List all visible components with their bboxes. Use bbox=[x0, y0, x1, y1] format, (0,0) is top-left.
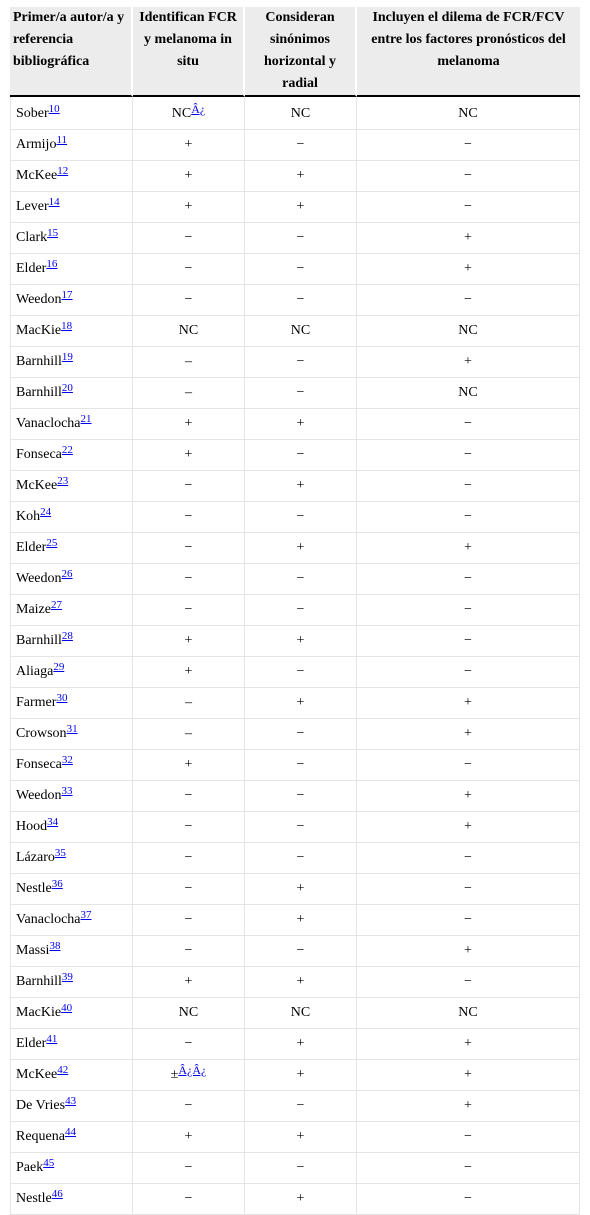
identify-fcr-value: − bbox=[184, 881, 193, 896]
synonyms-cell: + bbox=[245, 626, 357, 657]
table-row bbox=[10, 1029, 580, 1060]
synonyms-cell: − bbox=[245, 254, 357, 285]
prognostic-dilemma-cell: NC bbox=[357, 97, 580, 130]
table-row bbox=[10, 1184, 580, 1215]
reference-link[interactable]: 11 bbox=[56, 134, 68, 146]
identify-fcr-cell bbox=[133, 750, 245, 781]
author-cell bbox=[10, 409, 133, 440]
synonyms-cell: + bbox=[245, 967, 357, 998]
reference-link[interactable]: 19 bbox=[61, 351, 73, 363]
reference-link[interactable]: 28 bbox=[61, 630, 73, 642]
identify-fcr-cell bbox=[133, 130, 245, 161]
synonyms-cell: + bbox=[245, 192, 357, 223]
identify-fcr-value: + bbox=[184, 974, 193, 989]
identify-fcr-cell bbox=[133, 285, 245, 316]
identify-fcr-value: − bbox=[184, 230, 193, 245]
table-row bbox=[10, 812, 580, 843]
synonyms-cell: NC bbox=[245, 316, 357, 347]
reference-link[interactable]: 43 bbox=[65, 1095, 77, 1107]
prognostic-dilemma-cell: − bbox=[357, 657, 580, 688]
reference-link[interactable]: 16 bbox=[46, 258, 58, 270]
author-name: Hood bbox=[16, 819, 48, 834]
author-cell bbox=[10, 285, 133, 316]
identify-fcr-value: + bbox=[184, 168, 193, 183]
reference-link[interactable]: 24 bbox=[40, 506, 52, 518]
prognostic-dilemma-cell: − bbox=[357, 564, 580, 595]
author-cell bbox=[10, 564, 133, 595]
reference-link[interactable]: 10 bbox=[48, 103, 60, 115]
synonyms-cell: + bbox=[245, 161, 357, 192]
author-cell bbox=[10, 192, 133, 223]
prognostic-dilemma-cell: + bbox=[357, 254, 580, 285]
reference-link[interactable]: 17 bbox=[61, 289, 73, 301]
author-name: Fonseca bbox=[16, 447, 62, 462]
prognostic-dilemma-cell: − bbox=[357, 967, 580, 998]
author-name: Lázaro bbox=[16, 850, 55, 865]
author-cell bbox=[10, 223, 133, 254]
author-cell bbox=[10, 998, 133, 1029]
author-cell bbox=[10, 936, 133, 967]
table-row bbox=[10, 719, 580, 750]
author-cell bbox=[10, 440, 133, 471]
synonyms-cell: + bbox=[245, 471, 357, 502]
table-row bbox=[10, 595, 580, 626]
table-body bbox=[10, 97, 580, 1215]
table-header bbox=[10, 7, 580, 97]
identify-fcr-cell bbox=[133, 657, 245, 688]
synonyms-cell: − bbox=[245, 223, 357, 254]
reference-link[interactable]: 30 bbox=[56, 692, 68, 704]
header-prognostic-dilemma: Incluyen el dilema de FCR/FCV entre los factores pronósticos del melanoma bbox=[357, 7, 580, 97]
synonyms-cell: + bbox=[245, 905, 357, 936]
reference-link[interactable]: 34 bbox=[47, 816, 59, 828]
author-cell bbox=[10, 657, 133, 688]
author-name: Paek bbox=[16, 1160, 44, 1175]
author-name: Crowson bbox=[16, 726, 67, 741]
identify-fcr-value: NC bbox=[171, 106, 192, 121]
table-row bbox=[10, 223, 580, 254]
prognostic-dilemma-cell: − bbox=[357, 750, 580, 781]
author-name: Sober bbox=[16, 106, 49, 121]
reference-link[interactable]: 36 bbox=[51, 878, 63, 890]
table-row bbox=[10, 1122, 580, 1153]
prognostic-dilemma-cell: − bbox=[357, 130, 580, 161]
identify-fcr-cell bbox=[133, 502, 245, 533]
author-name: Barnhill bbox=[16, 385, 62, 400]
prognostic-dilemma-cell: + bbox=[357, 533, 580, 564]
identify-fcr-cell bbox=[133, 564, 245, 595]
synonyms-cell: − bbox=[245, 347, 357, 378]
header-identify-fcr: Identifican FCR y melanoma in situ bbox=[133, 7, 245, 97]
table-row bbox=[10, 750, 580, 781]
reference-link[interactable]: 45 bbox=[43, 1157, 55, 1169]
synonyms-cell: + bbox=[245, 533, 357, 564]
author-name: Fonseca bbox=[16, 757, 62, 772]
prognostic-dilemma-cell: + bbox=[357, 223, 580, 254]
header-author: Primer/a autor/a y referencia bibliográfica bbox=[10, 7, 133, 97]
prognostic-dilemma-cell: NC bbox=[357, 378, 580, 409]
synonyms-cell: + bbox=[245, 1184, 357, 1215]
identify-fcr-cell bbox=[133, 781, 245, 812]
author-cell bbox=[10, 595, 133, 626]
table-row bbox=[10, 409, 580, 440]
reference-link[interactable]: 14 bbox=[48, 196, 60, 208]
identify-fcr-cell bbox=[133, 192, 245, 223]
table-row bbox=[10, 936, 580, 967]
reference-link[interactable]: 22 bbox=[61, 444, 73, 456]
author-name: Clark bbox=[16, 230, 48, 245]
table-row bbox=[10, 254, 580, 285]
prognostic-dilemma-cell: − bbox=[357, 192, 580, 223]
synonyms-cell: + bbox=[245, 409, 357, 440]
identify-fcr-value: – bbox=[185, 385, 192, 400]
identify-fcr-value: − bbox=[184, 1191, 193, 1206]
author-name: Barnhill bbox=[16, 974, 62, 989]
reference-link[interactable]: 44 bbox=[64, 1126, 76, 1138]
author-cell bbox=[10, 471, 133, 502]
author-cell bbox=[10, 719, 133, 750]
table-row bbox=[10, 471, 580, 502]
synonyms-cell: − bbox=[245, 440, 357, 471]
prognostic-dilemma-cell: + bbox=[357, 688, 580, 719]
synonyms-cell: + bbox=[245, 1122, 357, 1153]
identify-fcr-cell bbox=[133, 1153, 245, 1184]
identify-fcr-cell bbox=[133, 533, 245, 564]
synonyms-cell: + bbox=[245, 1060, 357, 1091]
table-row bbox=[10, 626, 580, 657]
author-name: Barnhill bbox=[16, 354, 62, 369]
synonyms-cell: + bbox=[245, 1029, 357, 1060]
author-name: MacKie bbox=[16, 1005, 62, 1020]
author-name: McKee bbox=[16, 478, 58, 493]
author-name: Armijo bbox=[16, 137, 57, 152]
identify-fcr-cell bbox=[133, 440, 245, 471]
author-cell bbox=[10, 1029, 133, 1060]
author-name: Aliaga bbox=[16, 664, 54, 679]
prognostic-dilemma-cell: − bbox=[357, 471, 580, 502]
identify-fcr-value: + bbox=[184, 664, 193, 679]
reference-link[interactable]: 20 bbox=[61, 382, 73, 394]
reference-link[interactable]: 29 bbox=[53, 661, 65, 673]
synonyms-cell: − bbox=[245, 936, 357, 967]
prognostic-dilemma-cell: − bbox=[357, 843, 580, 874]
reference-link[interactable]: 31 bbox=[66, 723, 78, 735]
prognostic-dilemma-cell: + bbox=[357, 936, 580, 967]
table-row bbox=[10, 347, 580, 378]
identify-fcr-cell bbox=[133, 97, 245, 130]
author-name: Elder bbox=[16, 1036, 47, 1051]
identify-fcr-value: − bbox=[184, 1160, 193, 1175]
identify-fcr-cell bbox=[133, 967, 245, 998]
author-name: Barnhill bbox=[16, 633, 62, 648]
results-table bbox=[10, 7, 580, 1215]
author-cell bbox=[10, 502, 133, 533]
author-name: McKee bbox=[16, 168, 58, 183]
identify-fcr-value: − bbox=[184, 943, 193, 958]
author-name: Weedon bbox=[16, 571, 62, 586]
prognostic-dilemma-cell: − bbox=[357, 409, 580, 440]
author-name: Vanaclocha bbox=[16, 912, 81, 927]
identify-fcr-cell bbox=[133, 161, 245, 192]
identify-fcr-value: + bbox=[184, 137, 193, 152]
synonyms-cell: − bbox=[245, 750, 357, 781]
author-name: Weedon bbox=[16, 788, 62, 803]
prognostic-dilemma-cell: − bbox=[357, 905, 580, 936]
author-cell bbox=[10, 750, 133, 781]
synonyms-cell: + bbox=[245, 688, 357, 719]
author-cell bbox=[10, 688, 133, 719]
prognostic-dilemma-cell: + bbox=[357, 812, 580, 843]
table-row bbox=[10, 1091, 580, 1122]
synonyms-cell: − bbox=[245, 378, 357, 409]
reference-link[interactable]: 46 bbox=[51, 1188, 63, 1200]
reference-link[interactable]: 18 bbox=[61, 320, 73, 332]
table-row bbox=[10, 905, 580, 936]
prognostic-dilemma-cell: + bbox=[357, 1091, 580, 1122]
author-cell bbox=[10, 97, 133, 130]
author-cell bbox=[10, 874, 133, 905]
table-row bbox=[10, 1060, 580, 1091]
identify-fcr-cell bbox=[133, 1060, 245, 1091]
prognostic-dilemma-cell: + bbox=[357, 719, 580, 750]
author-cell bbox=[10, 1184, 133, 1215]
prognostic-dilemma-cell: − bbox=[357, 1122, 580, 1153]
identify-fcr-value: ± bbox=[170, 1067, 179, 1082]
synonyms-cell: − bbox=[245, 285, 357, 316]
table-row bbox=[10, 967, 580, 998]
synonyms-cell: − bbox=[245, 502, 357, 533]
footnote-link[interactable]: Â¿ bbox=[191, 102, 206, 116]
prognostic-dilemma-cell: − bbox=[357, 161, 580, 192]
identify-fcr-value: NC bbox=[178, 1005, 199, 1020]
prognostic-dilemma-cell: NC bbox=[357, 998, 580, 1029]
identify-fcr-value: + bbox=[184, 416, 193, 431]
header-synonyms: Consideran sinónimos horizontal y radial bbox=[245, 7, 357, 97]
table-row bbox=[10, 1153, 580, 1184]
reference-link[interactable]: 41 bbox=[46, 1033, 58, 1045]
author-cell bbox=[10, 1153, 133, 1184]
identify-fcr-cell bbox=[133, 812, 245, 843]
identify-fcr-cell bbox=[133, 1122, 245, 1153]
identify-fcr-cell bbox=[133, 719, 245, 750]
synonyms-cell: − bbox=[245, 1091, 357, 1122]
identify-fcr-value: − bbox=[184, 788, 193, 803]
author-name: MacKie bbox=[16, 323, 62, 338]
author-cell bbox=[10, 812, 133, 843]
table-row bbox=[10, 285, 580, 316]
reference-link[interactable]: 23 bbox=[57, 475, 69, 487]
reference-link[interactable]: 15 bbox=[47, 227, 59, 239]
identify-fcr-value: − bbox=[184, 912, 193, 927]
author-cell bbox=[10, 347, 133, 378]
identify-fcr-value: + bbox=[184, 757, 193, 772]
reference-link[interactable]: 37 bbox=[80, 909, 92, 921]
table-row bbox=[10, 440, 580, 471]
author-cell bbox=[10, 1122, 133, 1153]
author-name: Elder bbox=[16, 540, 47, 555]
author-name: Nestle bbox=[16, 1191, 52, 1206]
synonyms-cell: − bbox=[245, 843, 357, 874]
table-row bbox=[10, 192, 580, 223]
author-cell bbox=[10, 781, 133, 812]
identify-fcr-value: − bbox=[184, 602, 193, 617]
table-row bbox=[10, 998, 580, 1029]
synonyms-cell: − bbox=[245, 595, 357, 626]
author-name: Maize bbox=[16, 602, 51, 617]
identify-fcr-value: − bbox=[184, 819, 193, 834]
prognostic-dilemma-cell: − bbox=[357, 502, 580, 533]
prognostic-dilemma-cell: − bbox=[357, 874, 580, 905]
identify-fcr-cell bbox=[133, 378, 245, 409]
table-row bbox=[10, 161, 580, 192]
reference-link[interactable]: 39 bbox=[61, 971, 73, 983]
identify-fcr-value: − bbox=[184, 571, 193, 586]
author-cell bbox=[10, 905, 133, 936]
reference-link[interactable]: 12 bbox=[57, 165, 69, 177]
prognostic-dilemma-cell: − bbox=[357, 595, 580, 626]
identify-fcr-value: − bbox=[184, 292, 193, 307]
synonyms-cell: − bbox=[245, 564, 357, 595]
identify-fcr-value: – bbox=[185, 726, 192, 741]
prognostic-dilemma-cell: + bbox=[357, 347, 580, 378]
reference-link[interactable]: 26 bbox=[61, 568, 73, 580]
table-row bbox=[10, 378, 580, 409]
author-cell bbox=[10, 533, 133, 564]
identify-fcr-value: NC bbox=[178, 323, 199, 338]
identify-fcr-cell bbox=[133, 843, 245, 874]
identify-fcr-cell bbox=[133, 688, 245, 719]
author-name: McKee bbox=[16, 1067, 58, 1082]
author-cell bbox=[10, 316, 133, 347]
identify-fcr-cell bbox=[133, 1184, 245, 1215]
identify-fcr-cell bbox=[133, 1029, 245, 1060]
synonyms-cell: − bbox=[245, 657, 357, 688]
identify-fcr-value: – bbox=[185, 695, 192, 710]
author-name: Farmer bbox=[16, 695, 57, 710]
table-row bbox=[10, 843, 580, 874]
reference-link[interactable]: 25 bbox=[46, 537, 58, 549]
identify-fcr-cell bbox=[133, 471, 245, 502]
table-row bbox=[10, 130, 580, 161]
identify-fcr-value: − bbox=[184, 850, 193, 865]
identify-fcr-value: − bbox=[184, 1036, 193, 1051]
author-cell bbox=[10, 1060, 133, 1091]
author-cell bbox=[10, 161, 133, 192]
synonyms-cell: − bbox=[245, 130, 357, 161]
author-name: Koh bbox=[16, 509, 41, 524]
author-name: De Vries bbox=[16, 1098, 66, 1113]
identify-fcr-cell bbox=[133, 316, 245, 347]
author-name: Lever bbox=[16, 199, 49, 214]
identify-fcr-cell bbox=[133, 626, 245, 657]
identify-fcr-value: − bbox=[184, 509, 193, 524]
author-cell bbox=[10, 1091, 133, 1122]
identify-fcr-value: + bbox=[184, 199, 193, 214]
identify-fcr-value: – bbox=[185, 354, 192, 369]
identify-fcr-value: + bbox=[184, 1129, 193, 1144]
table-row bbox=[10, 781, 580, 812]
reference-link[interactable]: 42 bbox=[57, 1064, 69, 1076]
reference-link[interactable]: 35 bbox=[54, 847, 66, 859]
identify-fcr-cell bbox=[133, 874, 245, 905]
reference-link[interactable]: 40 bbox=[61, 1002, 73, 1014]
synonyms-cell: + bbox=[245, 874, 357, 905]
table-row bbox=[10, 564, 580, 595]
author-name: Massi bbox=[16, 943, 50, 958]
identify-fcr-cell bbox=[133, 347, 245, 378]
table-row bbox=[10, 533, 580, 564]
identify-fcr-value: + bbox=[184, 447, 193, 462]
reference-link[interactable]: 21 bbox=[80, 413, 92, 425]
prognostic-dilemma-cell: + bbox=[357, 781, 580, 812]
author-cell bbox=[10, 254, 133, 285]
identify-fcr-cell bbox=[133, 1091, 245, 1122]
author-name: Vanaclocha bbox=[16, 416, 81, 431]
prognostic-dilemma-cell: − bbox=[357, 1184, 580, 1215]
prognostic-dilemma-cell: NC bbox=[357, 316, 580, 347]
prognostic-dilemma-cell: − bbox=[357, 626, 580, 657]
table-row bbox=[10, 688, 580, 719]
reference-link[interactable]: 32 bbox=[61, 754, 73, 766]
synonyms-cell: − bbox=[245, 781, 357, 812]
reference-link[interactable]: 27 bbox=[50, 599, 62, 611]
author-cell bbox=[10, 378, 133, 409]
synonyms-cell: NC bbox=[245, 998, 357, 1029]
identify-fcr-value: + bbox=[184, 633, 193, 648]
identify-fcr-cell bbox=[133, 998, 245, 1029]
author-name: Weedon bbox=[16, 292, 62, 307]
synonyms-cell: NC bbox=[245, 97, 357, 130]
author-cell bbox=[10, 843, 133, 874]
synonyms-cell: − bbox=[245, 719, 357, 750]
identify-fcr-value: − bbox=[184, 1098, 193, 1113]
identify-fcr-cell bbox=[133, 223, 245, 254]
identify-fcr-cell bbox=[133, 254, 245, 285]
identify-fcr-value: − bbox=[184, 261, 193, 276]
prognostic-dilemma-cell: − bbox=[357, 440, 580, 471]
author-cell bbox=[10, 626, 133, 657]
identify-fcr-cell bbox=[133, 905, 245, 936]
prognostic-dilemma-cell: − bbox=[357, 1153, 580, 1184]
author-name: Elder bbox=[16, 261, 47, 276]
table-row bbox=[10, 874, 580, 905]
prognostic-dilemma-cell: + bbox=[357, 1029, 580, 1060]
author-name: Nestle bbox=[16, 881, 52, 896]
footnote-link[interactable]: Â¿Â¿ bbox=[178, 1063, 207, 1077]
identify-fcr-cell bbox=[133, 409, 245, 440]
table-row bbox=[10, 316, 580, 347]
reference-link[interactable]: 38 bbox=[49, 940, 61, 952]
identify-fcr-value: − bbox=[184, 478, 193, 493]
reference-link[interactable]: 33 bbox=[61, 785, 73, 797]
prognostic-dilemma-cell: − bbox=[357, 285, 580, 316]
synonyms-cell: − bbox=[245, 1153, 357, 1184]
author-cell bbox=[10, 967, 133, 998]
synonyms-cell: − bbox=[245, 812, 357, 843]
identify-fcr-cell bbox=[133, 595, 245, 626]
author-name: Requena bbox=[16, 1129, 65, 1144]
table-row bbox=[10, 502, 580, 533]
table-row bbox=[10, 97, 580, 130]
table-row bbox=[10, 657, 580, 688]
identify-fcr-value: − bbox=[184, 540, 193, 555]
prognostic-dilemma-cell: + bbox=[357, 1060, 580, 1091]
identify-fcr-cell bbox=[133, 936, 245, 967]
author-cell bbox=[10, 130, 133, 161]
